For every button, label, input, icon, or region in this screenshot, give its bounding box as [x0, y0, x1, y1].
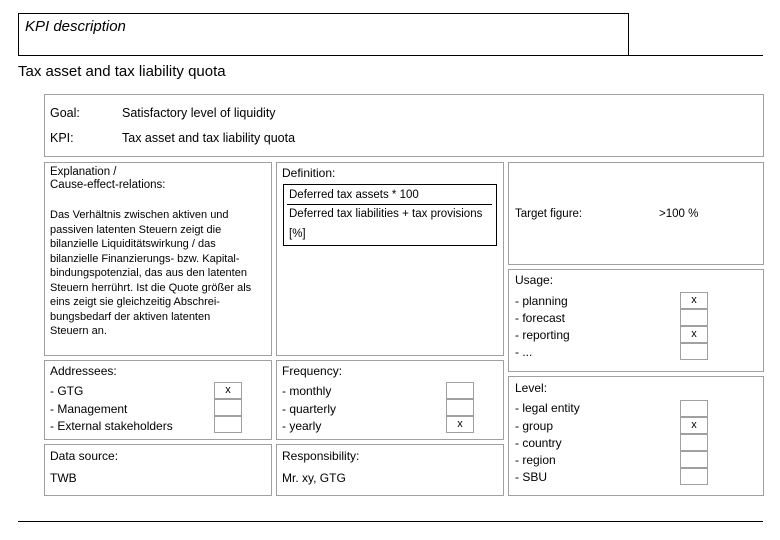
data-source-title: Data source: [50, 449, 119, 463]
level-item-label: - group [515, 419, 554, 433]
usage-title: Usage: [515, 273, 554, 287]
kpi-value: Tax asset and tax liability quota [122, 131, 296, 145]
level-item-label: - legal entity [515, 401, 580, 415]
frequency-item-label: - quarterly [282, 402, 337, 416]
level-checkbox[interactable] [680, 468, 708, 485]
usage-checkbox[interactable]: x [680, 292, 708, 309]
usage-item-label: - forecast [515, 311, 566, 325]
kpi-label: KPI: [50, 131, 74, 145]
data-source-value: TWB [50, 471, 77, 485]
target-label: Target figure: [515, 208, 583, 220]
addressees-checkbox[interactable] [214, 416, 242, 433]
usage-checkbox[interactable] [680, 309, 708, 326]
addressees-item-label: - External stakeholders [50, 419, 173, 433]
target-value: >100 % [659, 208, 699, 220]
footer-rule [18, 521, 763, 522]
frequency-item-label: - yearly [282, 419, 322, 433]
goal-label: Goal: [50, 106, 80, 120]
addressees-checkbox[interactable]: x [214, 382, 242, 399]
explanation-text: Das Verhältnis zwischen aktiven und passiven latenten Steuern zeigt die bilanzielle Liquiditätswirkung / das bilanzielle Finanzierungs- bzw. Kapital- bindungspotenzial, das aus den latenten Steuern herrührt. Ist die Quote größer als eins zeigt sie gleichzeitig Abschrei- bungsbedarf der aktiven latenten Steuern an. [50, 209, 252, 337]
kpi-name: Tax asset and tax liability quota [18, 63, 226, 80]
frequency-checkbox[interactable]: x [446, 416, 474, 433]
level-checkbox[interactable]: x [680, 417, 708, 434]
frequency-item-label: - monthly [282, 384, 332, 398]
usage-item-label: - ... [515, 345, 533, 359]
addressees-title: Addressees: [50, 364, 117, 378]
usage-item-label: - planning [515, 294, 568, 308]
definition-title: Definition: [282, 166, 336, 180]
frequency-checkbox[interactable] [446, 382, 474, 399]
formula-numerator: Deferred tax assets * 100 [289, 189, 419, 201]
responsibility-title: Responsibility: [282, 449, 360, 463]
formula-unit: [%] [289, 228, 306, 240]
responsibility-value: Mr. xy, GTG [282, 471, 346, 485]
header-title: KPI description [25, 18, 126, 35]
level-checkbox[interactable] [680, 400, 708, 417]
header-box [18, 13, 629, 56]
goal-value: Satisfactory level of liquidity [122, 106, 276, 120]
level-item-label: - country [515, 436, 562, 450]
addressees-item-label: - Management [50, 402, 128, 416]
addressees-item-label: - GTG [50, 384, 84, 398]
goal-kpi-box [44, 94, 764, 157]
frequency-title: Frequency: [282, 364, 343, 378]
level-checkbox[interactable] [680, 434, 708, 451]
usage-checkbox[interactable]: x [680, 326, 708, 343]
usage-item-label: - reporting [515, 328, 570, 342]
level-title: Level: [515, 381, 548, 395]
formula-denominator: Deferred tax liabilities + tax provisions [289, 208, 483, 220]
level-checkbox[interactable] [680, 451, 708, 468]
level-item-label: - region [515, 453, 556, 467]
usage-checkbox[interactable] [680, 343, 708, 360]
header-rule [18, 55, 763, 56]
addressees-checkbox[interactable] [214, 399, 242, 416]
fraction-line [287, 204, 492, 205]
explanation-title: Explanation / Cause-effect-relations: [50, 166, 166, 191]
frequency-checkbox[interactable] [446, 399, 474, 416]
level-item-label: - SBU [515, 470, 548, 484]
